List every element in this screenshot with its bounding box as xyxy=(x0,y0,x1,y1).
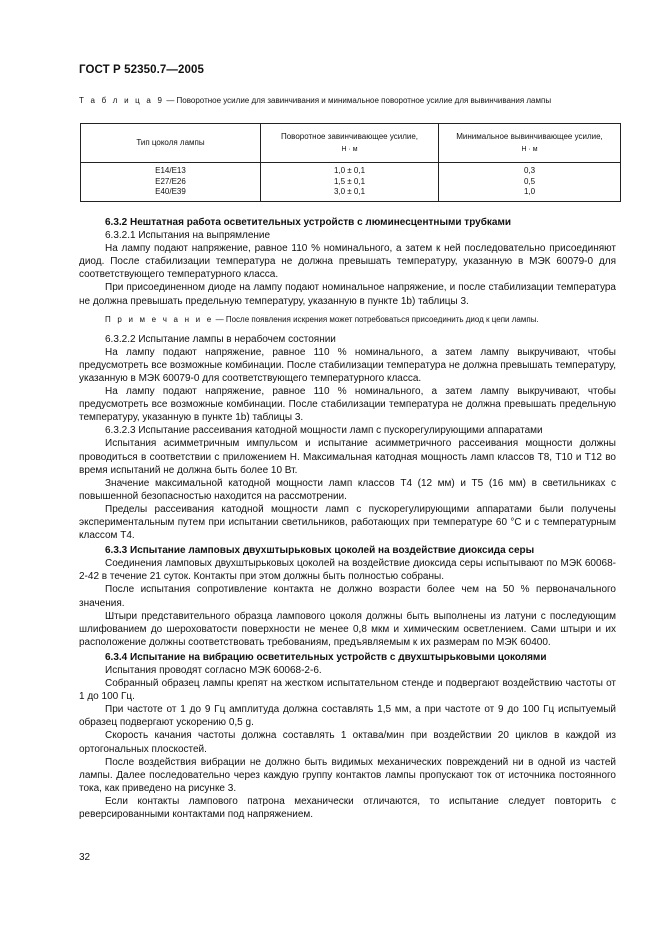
paragraph: Испытания проводят согласно МЭК 60068-2-6. xyxy=(105,665,322,676)
table-caption-text: — Поворотное усилие для завинчивания и минимальное поворотное усилие для вывинчивания лампы xyxy=(164,96,552,105)
paragraph: На лампу подают напряжение, равное 110 % номинального, а затем лампу выкручивают, чтобы предусмотреть все возможные комбинации. После стабилизации температура не должна превышать предельную температуру, указанную в пункте 1b) таблицы 3. xyxy=(79,386,616,424)
note-text: — После появления искрения может потребоваться присоединить диод к цепи лампы. xyxy=(213,314,539,324)
note xyxy=(79,314,616,326)
paragraph: Пределы рассеивания катодной мощности ламп с пускорегулирующими аппаратами были получены экспериментальным путем при испытании светильников, работающих при температуре 60 °С и с температурным классом Т4. xyxy=(79,503,616,542)
table-cell-cap-types: E14/E13 E27/E26 E40/E39 xyxy=(81,163,261,202)
unit-label: Н · м xyxy=(341,145,358,153)
section-heading: 6.3.4 Испытание на вибрацию осветительных устройств с двухштырьковыми цоколями xyxy=(105,651,547,663)
table-caption-prefix: Т а б л и ц а 9 xyxy=(79,96,165,105)
paragraph: Соединения ламповых двухштырьковых цоколей на воздействие диоксида серы испытывают по МЭК 60068-2-42 в течение 21 суток. Контакты при этом должны быть полностью собраны. xyxy=(79,558,616,583)
subsection-heading: 6.3.2.2 Испытание лампы в нерабочем состоянии xyxy=(105,333,336,345)
subsection-heading: 6.3.2.3 Испытание рассеивания катодной мощности ламп с пускорегулирующими аппаратами xyxy=(105,425,543,437)
column-header-screwing-torque: Поворотное завинчивающее усилие, Н · м xyxy=(261,124,439,163)
table-caption xyxy=(79,95,619,107)
document-body xyxy=(79,216,616,821)
table-cell-unscrewing-values: 0,3 0,5 1,0 xyxy=(439,163,621,202)
section-heading: 6.3.3 Испытание ламповых двухштырьковых цоколей на воздействие диоксида серы xyxy=(105,545,535,557)
paragraph: Если контакты лампового патрона механически отличаются, то испытание следует повторить с реверсированными контактами под напряжением. xyxy=(79,795,616,821)
paragraph: После испытания сопротивление контакта не должно возрасти более чем на 50 % первоначального значения. xyxy=(79,584,616,609)
paragraph: На лампу подают напряжение, равное 110 % номинального, а затем лампу выкручивают, чтобы предусмотреть все возможные комбинации. После стабилизации температура не должна превышать температуру, указанную в МЭК 60079-0 для соответствующего температурного класса. xyxy=(79,346,616,384)
torque-table xyxy=(80,123,621,202)
unit-label: Н · м xyxy=(521,145,538,153)
paragraph: После воздействия вибрации не должно быть видимых механических повреждений ни в одной из частей лампы. Далее последовательно через каждую группу контактов лампы пропускают ток от источника постоянного тока, как приведено на рисунке 3. xyxy=(79,756,616,794)
note-prefix: П р и м е ч а н и е xyxy=(105,314,214,324)
paragraph: При присоединенном диоде на лампу подают номинальное напряжение, и после стабилизации температура не должна превышать предельную температуру, указанную в пункте 1b) таблицы 3. xyxy=(79,282,616,307)
section-heading: 6.3.2 Нештатная работа осветительных устройств с люминесцентными трубками xyxy=(105,217,512,228)
column-header-unscrewing-torque: Минимальное вывинчивающее усилие, Н · м xyxy=(439,124,621,163)
paragraph: Штыри представительного образца лампового цоколя должны быть выполнены из латуни с последующим шлифованием до шероховатости поверхности не менее 0,8 мкм и химическим осветлением. Сами штыри и их расположение должны соответствовать требованиям, предъявляемым к их размерам по МЭК 60400. xyxy=(79,610,616,648)
page-number: 32 xyxy=(79,852,91,863)
subsection-heading: 6.3.2.1 Испытания на выпрямление xyxy=(105,230,271,242)
paragraph: Испытания асимметричным импульсом и испытание асимметричного рассеивания мощности должны проводиться в соответствии с приложением Н. Максимальная катодная мощность ламп классов Т8, Т10 и Т12 во время испытаний не должна быть более 10 Вт. xyxy=(79,438,616,476)
paragraph: На лампу подают напряжение, равное 110 % номинального, а затем к ней последовательно присоединяют диод. После стабилизации температура не должна превышать температуру, указанную в МЭК 60079-0 для соответствующего температурного класса. xyxy=(79,243,616,281)
column-header-cap-type: Тип цоколя лампы xyxy=(81,124,261,163)
document-header: ГОСТ Р 52350.7—2005 xyxy=(79,64,204,76)
table-cell-screwing-values: 1,0 ± 0,1 1,5 ± 0,1 3,0 ± 0,1 xyxy=(261,163,439,202)
paragraph: Значение максимальной катодной мощности ламп классов Т4 (12 мм) и Т5 (16 мм) в светильниках с повышенной безопасностью находится на рассмотрении. xyxy=(79,477,616,502)
table-row xyxy=(81,163,621,202)
paragraph: Собранный образец лампы крепят на жестком испытательном стенде и подвергают воздействию частоты от 1 до 100 Гц. xyxy=(79,678,616,703)
table-header-row xyxy=(81,124,621,163)
paragraph: Скорость качания частоты должна составлять 1 октава/мин при воздействии 20 циклов в каждой из ортогональных плоскостей. xyxy=(79,730,616,755)
paragraph: При частоте от 1 до 9 Гц амплитуда должна составлять 1,5 мм, а при частоте от 9 до 100 Гц испытуемый образец подвергают ускорению 0,5 g. xyxy=(79,704,616,729)
